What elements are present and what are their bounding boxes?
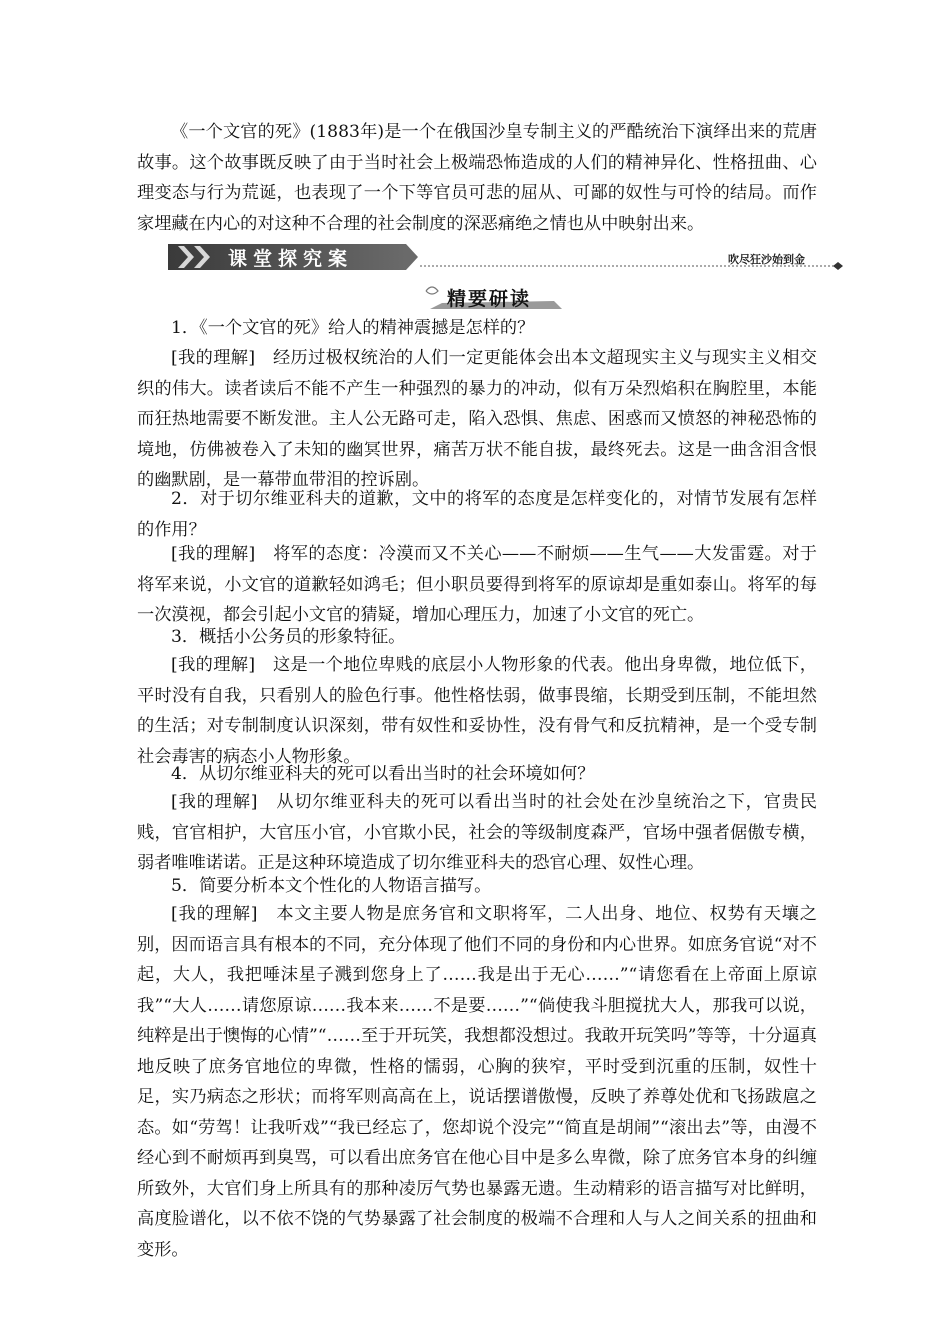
- answer-1: [我的理解] 经历过极权统治的人们一定更能体会出本文超现实主义与现实主义相交织的伟大。读者读后不能不产生一种强烈的暴力的冲动，似有万朵烈焰积在胸腔里，本能而狂热地需要不断发泄。主人公无路可走，陷入恐惧、焦虑、困惑而又愤怒的神秘恐怖的境地，仿佛被卷入了未知的幽冥世界，痛苦万状不能自拔，最终死去。这是一曲含泪含恨的幽默剧，是一幕带血带泪的控诉剧。: [137, 348, 817, 490]
- answer-5: [我的理解] 本文主要人物是庶务官和文职将军，二人出身、地位、权势有天壤之别，因而语言具有根本的不同，充分体现了他们不同的身份和内心世界。如庶务官说“对不起，大人，我把唾沫星子溅到您身上了……我是出于无心……”“请您看在上帝面上原谅我”“大人……请您原谅……我本来……不是要……”“倘使我斗胆搅扰大人，那我可以说，纯粹是出于懊悔的心情”“……至于开玩笑，我想都没想过。我敢开玩笑吗”等等，十分逼真地反映了庶务官地位的卑微，性格的懦弱，心胸的狭窄，平时受到沉重的压制，奴性十足，实乃病态之形状；而将军则高高在上，说话摆谱傲慢，反映了养尊处优和飞扬跋扈之态。如“劳驾！让我听戏”“我已经忘了，您却说个没完”“简直是胡闹”“滚出去”等，由漫不经心到不耐烦再到臭骂，可以看出庶务官在他心目中是多么卑微，除了庶务官本身的纠缠所致外，大官们身上所具有的那种凌厉气势也暴露无遗。生动精彩的语言描写对比鲜明，高度脸谱化，以不依不饶的气势暴露了社会制度的极端不合理和人与人之间关系的扭曲和变形。: [137, 904, 817, 1260]
- intro-paragraph: 《一个文官的死》(1883年)是一个在俄国沙皇专制主义的严酷统治下演绎出来的荒唐故事。这个故事既反映了由于当时社会上极端恐怖造成的人们的精神异化、性格扭曲、心理变态与行为荒诞，也表现了一个下等官员可悲的屈从、可鄙的奴性与可怜的结局。而作家埋藏在内心的对这种不合理的社会制度的深恶痛绝之情也从中映射出来。: [137, 122, 817, 234]
- question-3: 3．概括小公务员的形象特征。: [171, 627, 406, 647]
- banner-slogan: 吹尽狂沙始到金: [728, 253, 805, 266]
- question-2: 2．对于切尔维亚科夫的道歉，文中的将军的态度是怎样变化的，对情节发展有怎样的作用？: [137, 489, 817, 540]
- answer-4: [我的理解] 从切尔维亚科夫的死可以看出当时的社会处在沙皇统治之下，官贵民贱，官官相护，大官压小官，小官欺小民，社会的等级制度森严，官场中强者倨傲专横，弱者唯唯诺诺。正是这种环境造成了切尔维亚科夫的恐官心理、奴性心理。: [137, 792, 817, 873]
- answer-2: [我的理解] 将军的态度：冷漠而又不关心——不耐烦——生气——大发雷霆。对于将军来说，小文官的道歉轻如鸿毛；但小职员要得到将军的原谅却是重如泰山。将军的每一次漠视，都会引起小文官的猜疑，增加心理压力，加速了小文官的死亡。: [137, 544, 817, 625]
- question-1: 1．《一个文官的死》给人的精神震撼是怎样的？: [171, 318, 535, 338]
- banner-title: 课堂探究案: [228, 248, 354, 270]
- section-title: 精要研读: [447, 288, 532, 310]
- question-5: 5．简要分析本文个性化的人物语言描写。: [171, 876, 492, 896]
- question-4: 4．从切尔维亚科夫的死可以看出当时的社会环境如何？: [171, 764, 595, 784]
- answer-3: [我的理解] 这是一个地位卑贱的底层小人物形象的代表。他出身卑微，地位低下，平时没有自我，只看别人的脸色行事。他性格怯弱，做事畏缩，长期受到压制，不能坦然的生活；对专制制度认识深刻，带有奴性和妥协性，没有骨气和反抗精神，是一个受专制社会毒害的病态小人物形象。: [137, 655, 817, 767]
